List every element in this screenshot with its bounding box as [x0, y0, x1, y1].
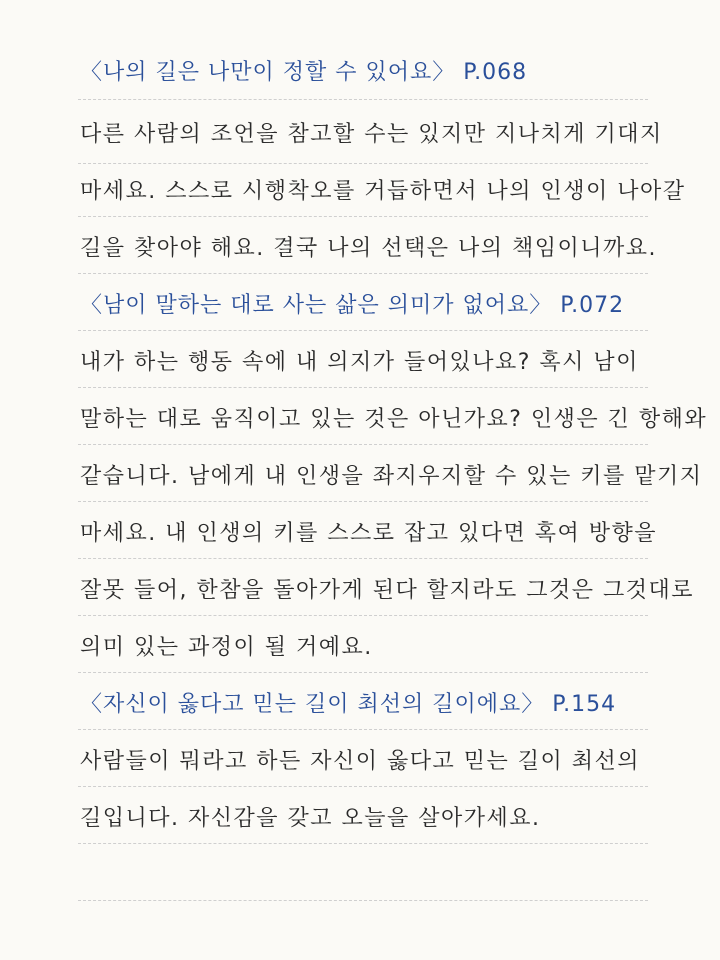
- ruled-line: [78, 729, 648, 730]
- ruled-line: [78, 501, 648, 502]
- section-heading: [80, 58, 660, 88]
- ruled-line: [78, 843, 648, 844]
- ruled-line: [78, 99, 648, 100]
- body-line: 잘못 들어, 한참을 돌아가게 된다 할지라도 그것은 그것대로: [80, 578, 694, 603]
- body-line: 같습니다. 남에게 내 인생을 좌지우지할 수 있는 키를 맡기지: [80, 464, 703, 489]
- ruled-line: [78, 387, 648, 388]
- body-line: 말하는 대로 움직이고 있는 것은 아닌가요? 인생은 긴 항해와: [80, 407, 708, 432]
- heading-title: 〈남이 말하는 대로 사는 삶은 의미가 없어요〉: [80, 293, 553, 318]
- body-line: 의미 있는 과정이 될 거예요.: [80, 635, 373, 660]
- ruled-line: [78, 444, 648, 445]
- ruled-line: [78, 900, 648, 901]
- page-reference: P.072: [560, 293, 625, 318]
- ruled-line: [78, 273, 648, 274]
- ruled-line: [78, 615, 648, 616]
- ruled-line: [78, 558, 648, 559]
- body-line: 마세요. 내 인생의 키를 스스로 잡고 있다면 혹여 방향을: [80, 521, 657, 546]
- body-line: 길입니다. 자신감을 갖고 오늘을 살아가세요.: [80, 806, 541, 831]
- section-heading: [80, 291, 660, 321]
- body-line: 내가 하는 행동 속에 내 의지가 들어있나요? 혹시 남이: [80, 350, 639, 375]
- page-reference: P.068: [463, 60, 528, 85]
- heading-title: 〈자신이 옳다고 믿는 길이 최선의 길이에요〉: [80, 692, 545, 717]
- body-line: 마세요. 스스로 시행착오를 거듭하면서 나의 인생이 나아갈: [80, 179, 686, 204]
- body-line: 길을 찾아야 해요. 결국 나의 선택은 나의 책임이니까요.: [80, 236, 657, 261]
- ruled-line: [78, 330, 648, 331]
- section-heading: [80, 690, 660, 720]
- ruled-line: [78, 216, 648, 217]
- ruled-line: [78, 786, 648, 787]
- body-line: 사람들이 뭐라고 하든 자신이 옳다고 믿는 길이 최선의: [80, 749, 640, 774]
- page-reference: P.154: [552, 692, 617, 717]
- heading-title: 〈나의 길은 나만이 정할 수 있어요〉: [80, 60, 456, 85]
- body-line: 다른 사람의 조언을 참고할 수는 있지만 지나치게 기대지: [80, 122, 663, 147]
- ruled-line: [78, 163, 648, 164]
- ruled-line: [78, 672, 648, 673]
